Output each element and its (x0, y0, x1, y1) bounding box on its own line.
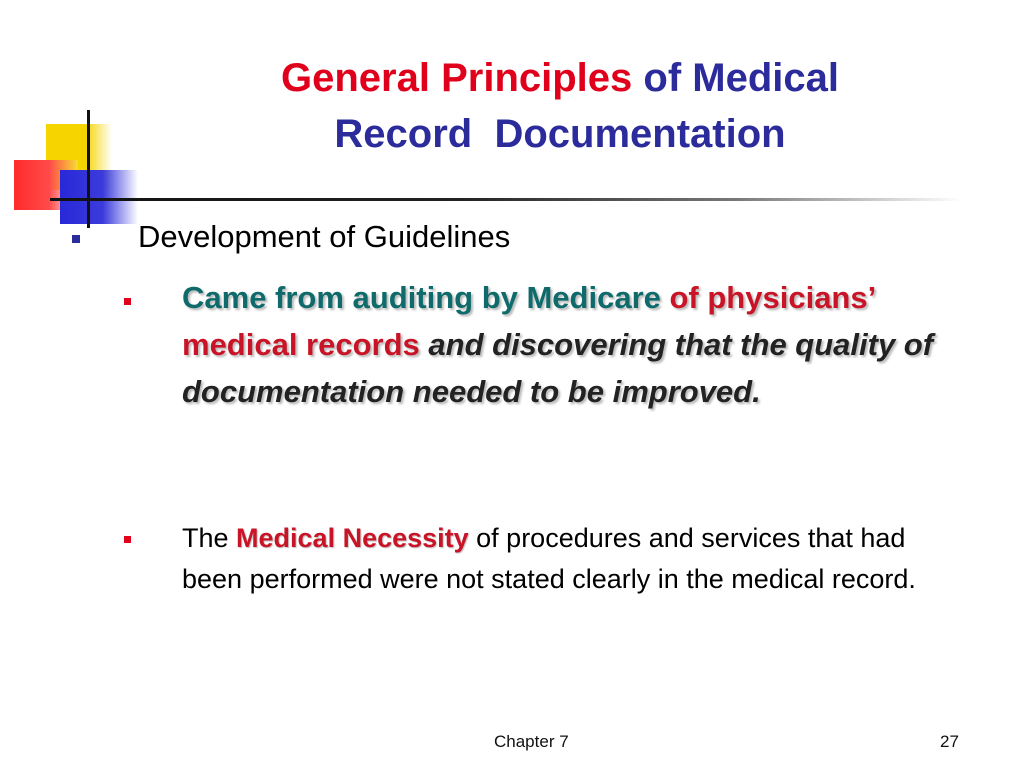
slide-title-line2: Record Documentation (334, 112, 786, 156)
vertical-rule-decoration (87, 110, 90, 228)
slide-title-rest: of Medical (632, 56, 839, 100)
slide-title-accent: General Principles (281, 56, 633, 100)
bullet-item-2-part3: of procedures and services that had been performed were not stated clearly in the medical record. (182, 523, 916, 594)
bullet-item-2-text (182, 518, 972, 600)
bullet-item-2-part1: The (182, 523, 237, 553)
square-bullet-icon (72, 235, 80, 243)
footer-chapter: Chapter 7 (494, 732, 569, 751)
square-bullet-icon (124, 536, 131, 543)
title-underline-rule (50, 198, 962, 201)
slide-title (120, 50, 1000, 162)
bullet-item-2-part2: Medical Necessity (236, 523, 469, 553)
footer-page-number: 27 (940, 732, 959, 751)
blue-square-decoration (60, 170, 138, 224)
bullet-item-1-part3: and discovering that the quality of documentation needed to be improved. (182, 327, 934, 409)
square-bullet-icon (124, 298, 131, 305)
bullet-item-1-part2: of physicians’ medical records (182, 280, 875, 362)
slide-title-line1 (120, 50, 1000, 106)
bullet-level1-text: Development of Guidelines (138, 219, 511, 254)
bullet-item-1-text (182, 274, 962, 415)
bullet-item-1-part1: Came from auditing by Medicare (182, 280, 670, 315)
